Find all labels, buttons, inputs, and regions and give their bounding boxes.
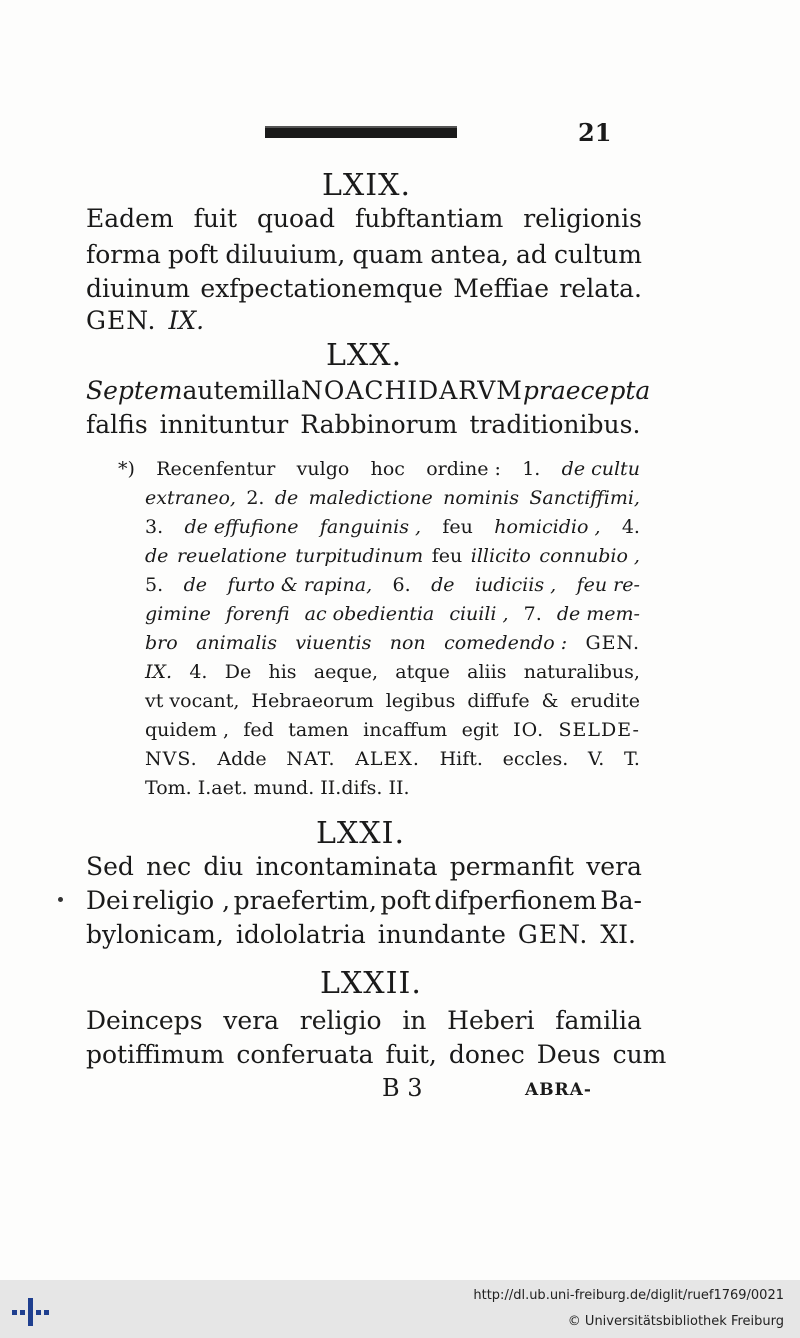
note-line bbox=[145, 690, 640, 712]
word: 7. bbox=[523, 603, 542, 625]
word: bylonicam, bbox=[86, 920, 224, 949]
word: difperfionem bbox=[434, 886, 597, 915]
word: idololatria bbox=[235, 920, 366, 949]
s70-line bbox=[86, 376, 651, 405]
word: comedendo : bbox=[444, 632, 568, 654]
s69-line bbox=[86, 204, 642, 233]
word: tamen bbox=[288, 719, 349, 741]
word: in bbox=[402, 1006, 427, 1035]
word: quam bbox=[352, 240, 424, 269]
page-number: 21 bbox=[578, 118, 612, 147]
word: viuentis bbox=[295, 632, 372, 654]
s72-line bbox=[86, 1040, 667, 1069]
word: vera bbox=[586, 852, 642, 881]
word: Hift. bbox=[439, 748, 483, 770]
word: diffufe bbox=[467, 690, 530, 712]
word: donec bbox=[448, 1040, 525, 1069]
word: feu bbox=[442, 516, 473, 538]
word: bro bbox=[145, 632, 178, 654]
word: T. bbox=[623, 748, 640, 770]
word: incaffum bbox=[363, 719, 448, 741]
word: XI. bbox=[600, 920, 636, 949]
word: praecepta bbox=[522, 376, 651, 405]
word: relata. bbox=[559, 274, 642, 303]
word: de bbox=[145, 545, 169, 567]
section-heading-70: LXX. bbox=[326, 338, 403, 373]
word: gimine bbox=[145, 603, 211, 625]
s69-line bbox=[86, 240, 642, 269]
word: conferuata bbox=[236, 1040, 374, 1069]
word: 6. bbox=[392, 574, 411, 596]
word: 4. bbox=[621, 516, 640, 538]
word: furto & rapina, bbox=[227, 574, 373, 596]
word: Heberi bbox=[447, 1006, 535, 1035]
word: permanfit bbox=[449, 852, 574, 881]
s69-line bbox=[86, 306, 642, 335]
note-line bbox=[145, 574, 640, 596]
s71-line bbox=[86, 852, 642, 881]
viewer-footer-bar bbox=[0, 1280, 800, 1338]
word: poft bbox=[167, 240, 219, 269]
word: vera bbox=[223, 1006, 280, 1035]
word: Ba- bbox=[600, 886, 642, 915]
word: 2. bbox=[246, 487, 265, 509]
word: maledictione bbox=[308, 487, 433, 509]
word: Tom. I. bbox=[145, 777, 212, 799]
word: turpitudinum bbox=[295, 545, 424, 567]
word: falfis bbox=[86, 410, 148, 439]
note-line bbox=[118, 458, 640, 480]
word: 4. bbox=[189, 661, 208, 683]
word: *) bbox=[118, 458, 135, 480]
s69-line bbox=[86, 274, 642, 303]
word: Sed bbox=[86, 852, 134, 881]
word: difs. II. bbox=[341, 777, 410, 799]
word: potiffimum bbox=[86, 1040, 225, 1069]
s72-line bbox=[86, 1006, 642, 1035]
word: eccles. bbox=[502, 748, 569, 770]
word: GEN. bbox=[517, 920, 589, 949]
word: de cultu bbox=[561, 458, 640, 480]
copyright-text: © Universitätsbibliothek Freiburg bbox=[567, 1314, 784, 1329]
word: his bbox=[268, 661, 297, 683]
word: feu bbox=[431, 545, 463, 567]
library-logo-icon[interactable] bbox=[10, 1290, 50, 1330]
word: NAT. bbox=[286, 748, 336, 770]
word: fanguinis , bbox=[319, 516, 422, 538]
word: religio bbox=[299, 1006, 382, 1035]
word: aet. mund. II. bbox=[211, 777, 342, 799]
note-line bbox=[145, 516, 640, 538]
word: Deus bbox=[536, 1040, 601, 1069]
word: quoad bbox=[256, 204, 336, 233]
word: fuit, bbox=[385, 1040, 437, 1069]
document-url-link[interactable]: http://dl.ub.uni-freiburg.de/diglit/ruef1769/0021 bbox=[473, 1288, 784, 1303]
word: familia bbox=[555, 1006, 642, 1035]
word: diuinum bbox=[86, 274, 191, 303]
word: Adde bbox=[217, 748, 267, 770]
word: forenfi bbox=[225, 603, 290, 625]
word: 1. bbox=[522, 458, 541, 480]
note-line bbox=[145, 603, 640, 625]
word: cum bbox=[612, 1040, 667, 1069]
word: quidem , bbox=[145, 719, 229, 741]
word: forma bbox=[86, 240, 161, 269]
word: Deinceps bbox=[86, 1006, 203, 1035]
word: extraneo, bbox=[145, 487, 236, 509]
word: diluuium, bbox=[225, 240, 346, 269]
word: inundante bbox=[377, 920, 506, 949]
word: de effufione bbox=[184, 516, 299, 538]
word: Rabbinorum bbox=[300, 410, 458, 439]
signature-mark: B 3 bbox=[382, 1074, 423, 1102]
word: naturalibus, bbox=[523, 661, 640, 683]
word: IX. bbox=[145, 661, 173, 683]
word: incontaminata bbox=[255, 852, 438, 881]
word: Eadem bbox=[86, 204, 174, 233]
s70-line bbox=[86, 410, 642, 439]
word: Dei bbox=[86, 886, 129, 915]
word: 3. bbox=[145, 516, 164, 538]
word: aliis bbox=[467, 661, 507, 683]
word: non bbox=[389, 632, 426, 654]
word: egit bbox=[461, 719, 499, 741]
note-line bbox=[145, 632, 640, 654]
word: De bbox=[224, 661, 252, 683]
header-rule bbox=[265, 126, 457, 138]
word: & bbox=[541, 690, 559, 712]
word: ciuili , bbox=[449, 603, 509, 625]
word: NOACHIDARVM bbox=[300, 376, 523, 405]
word: atque bbox=[395, 661, 450, 683]
section-heading-69: LXIX. bbox=[322, 168, 412, 203]
word: praefertim, bbox=[233, 886, 377, 915]
word: illa bbox=[262, 376, 301, 405]
word: 5. bbox=[145, 574, 164, 596]
word: cultum bbox=[554, 240, 642, 269]
word: ad bbox=[516, 240, 547, 269]
word: IO. bbox=[513, 719, 545, 741]
note-line bbox=[145, 545, 640, 567]
note-line bbox=[145, 661, 640, 683]
word: SELDE- bbox=[558, 719, 640, 741]
word: ac obedientia bbox=[304, 603, 435, 625]
word: innituntur bbox=[159, 410, 289, 439]
word: fed bbox=[243, 719, 274, 741]
word: exfpectationemque bbox=[200, 274, 443, 303]
word: vulgo bbox=[296, 458, 350, 480]
word: NVS. bbox=[145, 748, 198, 770]
word: nec bbox=[146, 852, 192, 881]
word: iudiciis , bbox=[474, 574, 557, 596]
word: fuit bbox=[193, 204, 238, 233]
word: Meffiae bbox=[453, 274, 550, 303]
word: de bbox=[274, 487, 299, 509]
note-line bbox=[145, 719, 640, 741]
word: connubio , bbox=[539, 545, 640, 567]
word: aeque, bbox=[313, 661, 379, 683]
word: Hebraeorum bbox=[251, 690, 374, 712]
word: Recenfentur bbox=[156, 458, 276, 480]
word: homicidio , bbox=[494, 516, 601, 538]
word: poft bbox=[380, 886, 431, 915]
word: V. bbox=[587, 748, 605, 770]
ink-mark bbox=[58, 897, 63, 902]
word: hoc bbox=[370, 458, 405, 480]
word: de mem- bbox=[556, 603, 640, 625]
word: IX. bbox=[168, 306, 205, 335]
s71-line bbox=[86, 920, 642, 949]
word: reuelatione bbox=[176, 545, 287, 567]
word: nominis bbox=[443, 487, 519, 509]
word: ALEX. bbox=[355, 748, 420, 770]
word: diu bbox=[203, 852, 244, 881]
note-line bbox=[145, 487, 640, 509]
word: Sanctiffimi, bbox=[529, 487, 640, 509]
note-line bbox=[145, 748, 640, 770]
word: religionis bbox=[523, 204, 642, 233]
note-line bbox=[145, 777, 640, 799]
word: legibus bbox=[385, 690, 456, 712]
word: traditionibus. bbox=[469, 410, 641, 439]
word: animalis bbox=[196, 632, 277, 654]
word: religio , bbox=[132, 886, 231, 915]
word: Septem bbox=[86, 376, 183, 405]
word: feu re- bbox=[576, 574, 640, 596]
word: antea, bbox=[430, 240, 509, 269]
section-heading-72: LXXII. bbox=[320, 966, 422, 1001]
word: illicito bbox=[470, 545, 531, 567]
s71-line bbox=[86, 886, 642, 915]
word: de bbox=[431, 574, 455, 596]
word: fubftantiam bbox=[354, 204, 504, 233]
word: erudite bbox=[570, 690, 640, 712]
word: de bbox=[183, 574, 207, 596]
word: vt vocant, bbox=[145, 690, 240, 712]
word: GEN. bbox=[585, 632, 640, 654]
word: GEN. bbox=[86, 306, 157, 335]
section-heading-71: LXXI. bbox=[316, 816, 406, 851]
word: ordine : bbox=[426, 458, 501, 480]
word: autem bbox=[182, 376, 263, 405]
catchword: ABRA- bbox=[525, 1080, 592, 1100]
